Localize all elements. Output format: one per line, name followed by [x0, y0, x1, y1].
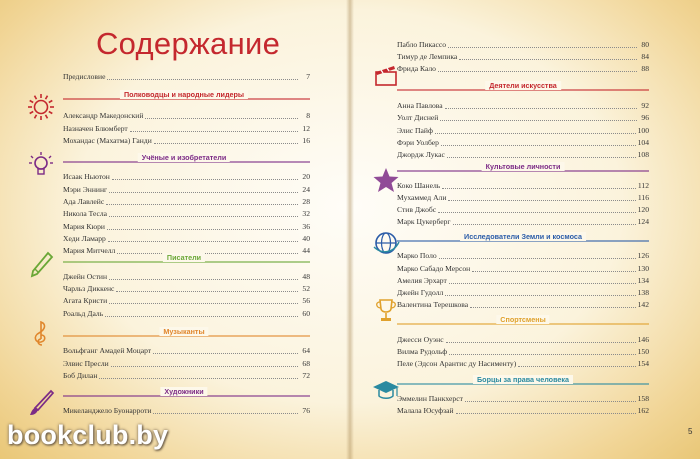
toc-entry: [63, 124, 310, 134]
entry-name: Тимур де Лемпика: [397, 52, 458, 61]
dot-leader: [453, 224, 636, 225]
dot-leader: [446, 342, 636, 343]
dot-leader: [448, 200, 635, 201]
entry-name: Мария Митчелл: [63, 246, 116, 255]
toc-entry: [63, 296, 310, 306]
dot-leader: [445, 295, 635, 296]
dot-leader: [109, 303, 298, 304]
toc-entry: [397, 193, 649, 203]
entry-page: 20: [302, 172, 310, 181]
toc-entry: [63, 111, 310, 121]
toc-entry: [63, 197, 310, 207]
entry-page: 126: [637, 251, 649, 260]
toc-entry: [397, 113, 649, 123]
toc-entry: [63, 284, 310, 294]
entry-page: 16: [302, 136, 310, 145]
treble-clef-icon: [26, 318, 56, 353]
toc-entry: [63, 222, 310, 232]
entry-name: Марко Поло: [397, 251, 437, 260]
dot-leader: [465, 401, 636, 402]
toc-entry: [397, 288, 649, 298]
toc-entry: [397, 40, 649, 50]
toc-entry: [63, 309, 310, 319]
page-number: 5: [688, 427, 693, 436]
trophy-icon: [371, 295, 401, 330]
entry-name: Джейн Остин: [63, 272, 108, 281]
dot-leader: [445, 108, 637, 109]
dot-leader: [438, 71, 637, 72]
entry-page: 116: [637, 193, 649, 202]
toc-entry: [63, 346, 310, 356]
entry-name: Амелия Эрхарт: [397, 276, 447, 285]
entry-page: 162: [637, 406, 649, 415]
entry-name: Эммелин Панкхерст: [397, 394, 463, 403]
entry-name: Коко Шанель: [397, 181, 441, 190]
toc-entry: [397, 300, 649, 310]
entry-page: 24: [302, 185, 310, 194]
toc-entry: [63, 172, 310, 182]
entry-page: 44: [302, 246, 310, 255]
entry-page: 48: [302, 272, 310, 281]
toc-entry: [397, 101, 649, 111]
dot-leader: [518, 366, 635, 367]
toc-entry: [397, 276, 649, 286]
toc-entry: [397, 264, 649, 274]
dot-leader: [99, 378, 298, 379]
dot-leader: [440, 120, 637, 121]
entry-page: 112: [637, 181, 649, 190]
entry-name: Боб Дилан: [63, 371, 98, 380]
dot-leader: [116, 291, 298, 292]
dot-leader: [439, 258, 636, 259]
dot-leader: [442, 188, 636, 189]
entry-page: 134: [637, 276, 649, 285]
entry-page: 12: [302, 124, 310, 133]
toc-entry: [397, 181, 649, 191]
entry-name: Мэри Эннинг: [63, 185, 108, 194]
entry-page: 92: [641, 101, 649, 110]
toc-entry: [397, 251, 649, 261]
entry-page: 68: [302, 359, 310, 368]
entry-name: Чарльз Диккенс: [63, 284, 115, 293]
toc-entry: [63, 136, 310, 146]
graduation-cap-icon: [371, 375, 401, 410]
toc-entry: [63, 72, 310, 82]
dot-leader: [109, 216, 298, 217]
entry-name: Вольфганг Амадей Моцарт: [63, 346, 152, 355]
entry-page: 52: [302, 284, 310, 293]
dot-leader: [106, 204, 298, 205]
toc-entry: [397, 205, 649, 215]
entry-name: Уолт Дисней: [397, 113, 439, 122]
entry-page: 120: [637, 205, 649, 214]
entry-page: 32: [302, 209, 310, 218]
dot-leader: [449, 354, 635, 355]
entry-name: Пабло Пикассо: [397, 40, 447, 49]
section-heading: Музыканты: [159, 327, 208, 336]
entry-name: Никола Тесла: [63, 209, 108, 218]
dot-leader: [438, 212, 636, 213]
entry-page: 142: [637, 300, 649, 309]
section-heading: Полководцы и народные лидеры: [120, 90, 248, 99]
toc-entry: [63, 234, 310, 244]
entry-name: Микеланджело Буонарроти: [63, 406, 152, 415]
entry-page: 158: [637, 394, 649, 403]
pen-icon: [26, 250, 56, 285]
section-heading: Учёные и изобретатели: [138, 153, 230, 162]
section-heading: Исследователи Земли и космоса: [460, 232, 586, 241]
toc-entry: [397, 359, 649, 369]
dot-leader: [105, 316, 298, 317]
toc-entry: [63, 406, 310, 416]
sun-icon: [26, 92, 56, 127]
clapperboard-icon: [371, 60, 401, 95]
entry-name: Валентина Терешкова: [397, 300, 469, 309]
entry-page: 84: [641, 52, 649, 61]
entry-page: 80: [641, 40, 649, 49]
entry-page: 146: [637, 335, 649, 344]
toc-entry: [63, 209, 310, 219]
watermark: bookclub.by: [7, 420, 169, 450]
star-icon: [371, 165, 401, 200]
entry-page: 76: [302, 406, 310, 415]
entry-page: 124: [637, 217, 649, 226]
entry-name: Джесси Оуэнс: [397, 335, 444, 344]
dot-leader: [456, 413, 636, 414]
entry-name: Мухаммед Али: [397, 193, 447, 202]
entry-name: Вилма Рудольф: [397, 347, 448, 356]
dot-leader: [448, 47, 637, 48]
entry-name: Ада Лавлейс: [63, 197, 105, 206]
toc-entry: [63, 359, 310, 369]
toc-entry: [63, 185, 310, 195]
entry-name: Исаак Ньютон: [63, 172, 110, 181]
entry-page: 64: [302, 346, 310, 355]
entry-page: 96: [641, 113, 649, 122]
entry-page: 56: [302, 296, 310, 305]
dot-leader: [153, 353, 298, 354]
toc-entry: [397, 406, 649, 416]
entry-name: Александр Македонский: [63, 111, 144, 120]
entry-name: Пеле (Эдсон Арантис ду Насименту): [397, 359, 517, 368]
section-heading: Спортсмены: [496, 315, 549, 324]
entry-page: 154: [637, 359, 649, 368]
dot-leader: [109, 192, 298, 193]
toc-entry: [397, 335, 649, 345]
entry-page: 88: [641, 64, 649, 73]
toc-entry: [397, 394, 649, 404]
entry-page: 36: [302, 222, 310, 231]
dot-leader: [435, 133, 636, 134]
entry-page: 104: [637, 138, 649, 147]
entry-name: Фрида Кало: [397, 64, 436, 73]
toc-entry: [397, 138, 649, 148]
entry-page: 40: [302, 234, 310, 243]
entry-page: 60: [302, 309, 310, 318]
toc-entry: [397, 217, 649, 227]
toc-entry: [397, 52, 649, 62]
entry-page: 100: [637, 126, 649, 135]
dot-leader: [117, 253, 298, 254]
entry-name: Хеди Ламарр: [63, 234, 106, 243]
left-page: [0, 0, 347, 459]
page-title: Содержание: [96, 26, 281, 61]
dot-leader: [449, 283, 636, 284]
dot-leader: [109, 279, 298, 280]
entry-name: Мохандас (Махатма) Ганди: [63, 136, 152, 145]
dot-leader: [108, 241, 298, 242]
globe-icon: [371, 228, 401, 263]
section-heading: Художники: [160, 387, 207, 396]
toc-entry: [397, 347, 649, 357]
right-page: [353, 0, 700, 459]
entry-name: Марк Цукерберг: [397, 217, 451, 226]
entry-name: Анна Павлова: [397, 101, 443, 110]
entry-page: 72: [302, 371, 310, 380]
section-heading: Культовые личности: [482, 162, 565, 171]
toc-entry: [397, 150, 649, 160]
dot-leader: [470, 307, 635, 308]
dot-leader: [107, 79, 298, 80]
dot-leader: [145, 118, 298, 119]
toc-entry: [63, 272, 310, 282]
dot-leader: [153, 413, 298, 414]
dot-leader: [130, 131, 298, 132]
entry-page: 7: [306, 72, 310, 81]
entry-page: 8: [306, 111, 310, 120]
entry-page: 108: [637, 150, 649, 159]
entry-name: Назначен Блюмберт: [63, 124, 128, 133]
entry-name: Джордж Лукас: [397, 150, 445, 159]
dot-leader: [112, 179, 298, 180]
lightbulb-icon: [26, 150, 56, 185]
paintbrush-icon: [26, 388, 56, 423]
dot-leader: [441, 145, 636, 146]
dot-leader: [472, 271, 635, 272]
dot-leader: [447, 157, 636, 158]
entry-name: Стив Джобс: [397, 205, 437, 214]
entry-name: Джейн Гудолл: [397, 288, 444, 297]
toc-entry: [397, 126, 649, 136]
entry-name: Фэри Уолбер: [397, 138, 439, 147]
entry-name: Предисловие: [63, 72, 106, 81]
entry-page: 150: [637, 347, 649, 356]
section-heading: Писатели: [163, 253, 205, 262]
dot-leader: [111, 366, 298, 367]
dot-leader: [154, 143, 298, 144]
entry-page: 130: [637, 264, 649, 273]
entry-name: Агата Кристи: [63, 296, 108, 305]
section-heading: Борцы за права человека: [473, 375, 573, 384]
toc-entry: [63, 371, 310, 381]
entry-name: Элис Пайф: [397, 126, 433, 135]
entry-name: Марко Сабадо Мерсон: [397, 264, 471, 273]
entry-page: 28: [302, 197, 310, 206]
toc-entry: [397, 64, 649, 74]
section-heading: Деятели искусства: [485, 81, 561, 90]
entry-name: Малала Юсуфзай: [397, 406, 454, 415]
dot-leader: [459, 59, 637, 60]
entry-name: Мария Кюри: [63, 222, 105, 231]
entry-name: Элвис Пресли: [63, 359, 109, 368]
dot-leader: [107, 229, 298, 230]
entry-name: Роальд Даль: [63, 309, 104, 318]
entry-page: 138: [637, 288, 649, 297]
